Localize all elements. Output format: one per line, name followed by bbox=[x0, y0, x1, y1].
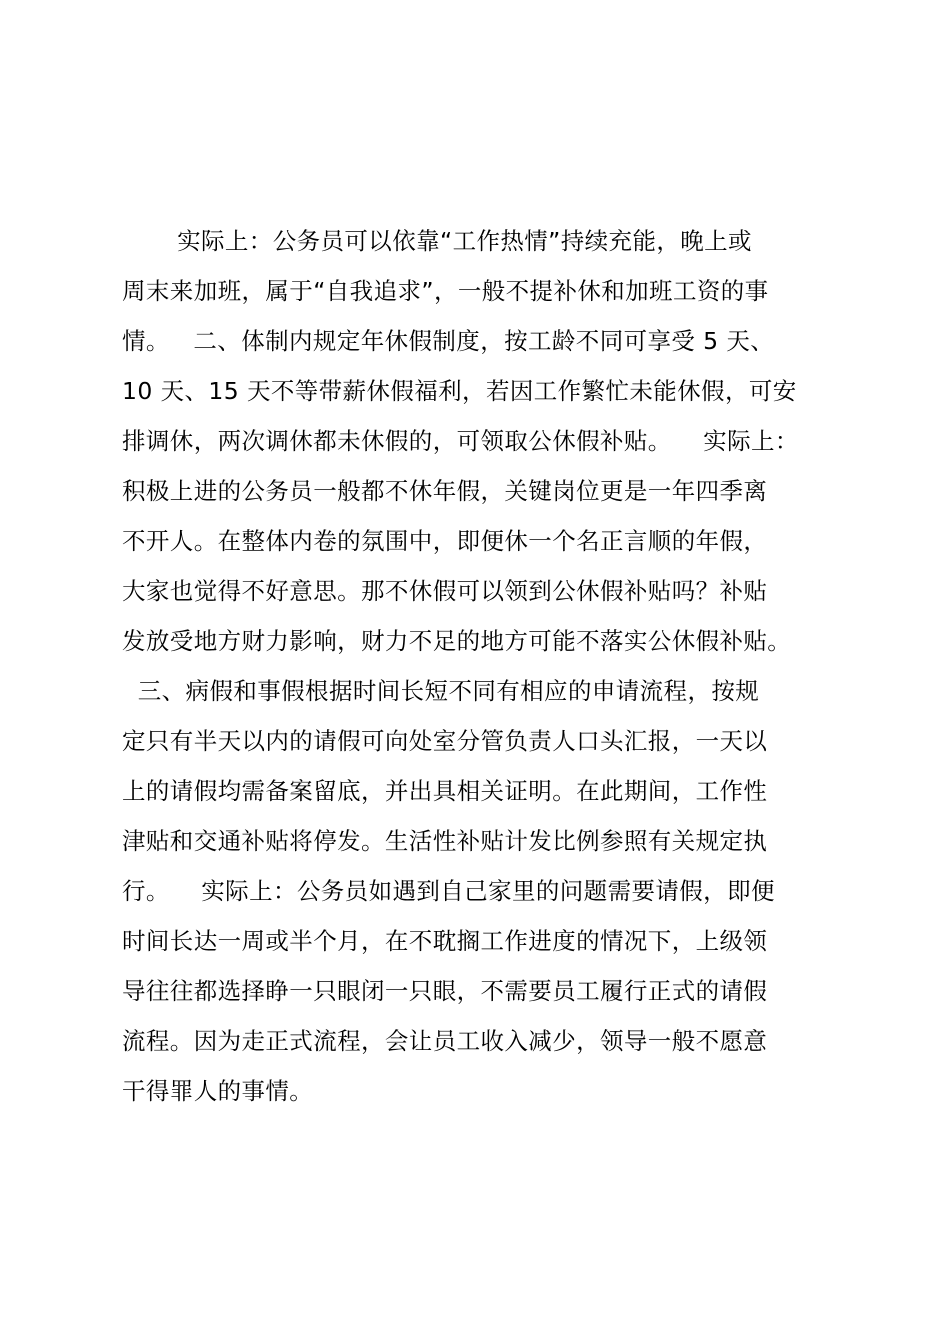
paragraph-line: 不开人。在整体内卷的氛围中，即便休一个名正言顺的年假， bbox=[122, 527, 768, 555]
paragraph-line: 周末来加班，属于“自我追求”，一般不提补休和加班工资的事 bbox=[122, 277, 769, 305]
paragraph-line: 时间长达一周或半个月，在不耽搁工作进度的情况下，上级领 bbox=[122, 927, 768, 955]
paragraph-line: 导往往都选择睁一只眼闭一只眼，不需要员工履行正式的请假 bbox=[122, 977, 768, 1005]
paragraph-line: 上的请假均需备案留底，并出具相关证明。在此期间，工作性 bbox=[122, 777, 768, 805]
paragraph-line: 定只有半天以内的请假可向处室分管负责人口头汇报，一天以 bbox=[122, 727, 768, 755]
paragraph-line: 行。 实际上：公务员如遇到自己家里的问题需要请假，即便 bbox=[122, 877, 775, 905]
paragraph-line: 情。 二、体制内规定年休假制度，按工龄不同可享受 5 天、 bbox=[122, 327, 775, 355]
paragraph-line: 积极上进的公务员一般都不休年假，关键岗位更是一年四季离 bbox=[122, 477, 768, 505]
paragraph-line: 三、病假和事假根据时间长短不同有相应的申请流程，按规 bbox=[122, 677, 760, 705]
paragraph-line: 排调休，两次调休都未休假的，可领取公休假补贴。 实际上： bbox=[122, 427, 799, 455]
paragraph-line: 干得罪人的事情。 bbox=[122, 1077, 314, 1105]
paragraph-line: 流程。因为走正式流程，会让员工收入减少，领导一般不愿意 bbox=[122, 1027, 768, 1055]
paragraph-line: 发放受地方财力影响，财力不足的地方可能不落实公休假补贴。 bbox=[122, 627, 792, 655]
paragraph-line: 实际上：公务员可以依靠“工作热情”持续充能，晚上或 bbox=[122, 227, 752, 255]
paragraph-line: 10 天、15 天不等带薪休假福利，若因工作繁忙未能休假，可安 bbox=[122, 377, 797, 405]
paragraph-line: 津贴和交通补贴将停发。生活性补贴计发比例参照有关规定执 bbox=[122, 827, 768, 855]
paragraph-line: 大家也觉得不好意思。那不休假可以领到公休假补贴吗？补贴 bbox=[122, 577, 768, 605]
